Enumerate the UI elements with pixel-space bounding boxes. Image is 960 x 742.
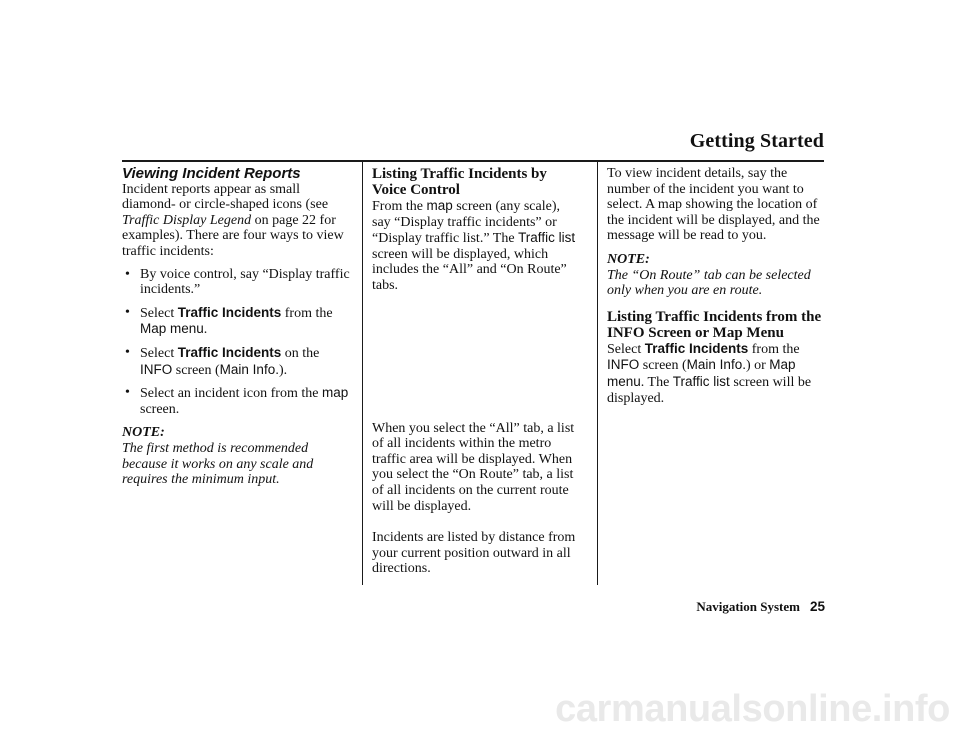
ui-term: Traffic list (672, 373, 730, 389)
column-3 (607, 166, 829, 406)
bullet-text: ). (278, 362, 288, 378)
body-text: from the (748, 341, 800, 357)
page-number: 25 (809, 599, 825, 614)
ui-term-bold: Traffic Incidents (177, 304, 282, 320)
intro-paragraph (122, 182, 352, 260)
bullet-text: Select (140, 305, 178, 321)
list-item (122, 385, 352, 417)
list-item (122, 305, 352, 338)
section-heading-voice-control: Listing Traffic Incidents by Voice Control (372, 166, 547, 198)
note-text: The first method is recommended because it works on any scale and requires the minimum input. (122, 440, 314, 488)
details-paragraph: To view incident details, say the number of the incident you want to select. A map showing the location of the incident will be displayed, and the message will be read to you. (607, 166, 820, 244)
ui-term-bold: Traffic Incidents (644, 340, 749, 356)
ui-term: INFO (140, 361, 173, 377)
bullet-text: Select (140, 345, 178, 361)
note-text: The “On Route” tab can be selected only when you are en route. (607, 267, 811, 299)
ways-list (122, 267, 352, 418)
column-2 (372, 166, 578, 577)
body-text: screen ( (639, 358, 687, 374)
section-heading-viewing-incidents: Viewing Incident Reports (122, 165, 301, 182)
tabs-paragraph: When you select the “All” tab, a list of all incidents within the metro traffic area will be displayed. When you select the “On Route” tab, a list of all incidents on the current route will be displayed. (372, 420, 575, 514)
footer-section: Navigation System (696, 599, 800, 614)
bullet-text: . (203, 322, 208, 338)
note-label: NOTE: (122, 425, 165, 441)
bullet-text: Select an incident icon from the (140, 386, 322, 402)
header-rule (122, 160, 824, 162)
body-text: ) or (745, 358, 770, 374)
page-title: Getting Started (689, 130, 824, 152)
ui-term: map (426, 198, 453, 213)
column-divider-1 (362, 162, 363, 585)
body-text: Select (607, 341, 645, 357)
info-screen-paragraph (607, 341, 829, 406)
body-text: screen will be displayed. (607, 374, 812, 406)
bullet-text: on the (281, 345, 320, 361)
sorting-paragraph: Incidents are listed by distance from your current position outward in all directions. (372, 530, 576, 577)
page-footer (696, 599, 825, 615)
body-text: From the (372, 199, 427, 214)
bullet-text: By voice control, say “Display traffic incidents.” (140, 266, 350, 298)
traffic-display-legend-ref: Traffic Display Legend (122, 212, 252, 228)
ui-term-bold: Traffic Incidents (177, 344, 282, 360)
list-item (122, 267, 352, 298)
voice-control-paragraph (372, 198, 578, 294)
ui-term: Main Info. (219, 361, 279, 377)
note-label: NOTE: (607, 251, 650, 267)
bullet-text: screen ( (172, 362, 220, 378)
ui-term: Map menu (140, 321, 204, 337)
bullet-text: screen. (140, 401, 180, 417)
column-divider-2 (597, 162, 598, 585)
intro-text-1: Incident reports appear as small diamond- or circle-shaped icons (see (122, 181, 329, 213)
intro-text-2: on page 22 for examples). There are four ways to view traffic incidents: (122, 212, 344, 259)
list-item (122, 345, 352, 378)
bullet-text: from the (281, 305, 333, 321)
ui-term: INFO (607, 357, 640, 373)
ui-term: Traffic list (518, 230, 576, 246)
section-heading-info-screen: Listing Traffic Incidents from the INFO Screen or Map Menu (607, 308, 822, 341)
watermark: carmanualsonline.info (555, 688, 950, 730)
body-text: screen (any scale), say “Display traffic incidents” or “Display traffic list.” The (372, 199, 560, 247)
column-1 (122, 166, 352, 488)
ui-term: map (321, 385, 349, 401)
body-text: screen will be displayed, which includes the “All” and “On Route” tabs. (372, 246, 567, 293)
body-text: . The (640, 374, 673, 390)
ui-term: Map menu (607, 357, 796, 389)
ui-term: Main Info. (686, 357, 746, 373)
